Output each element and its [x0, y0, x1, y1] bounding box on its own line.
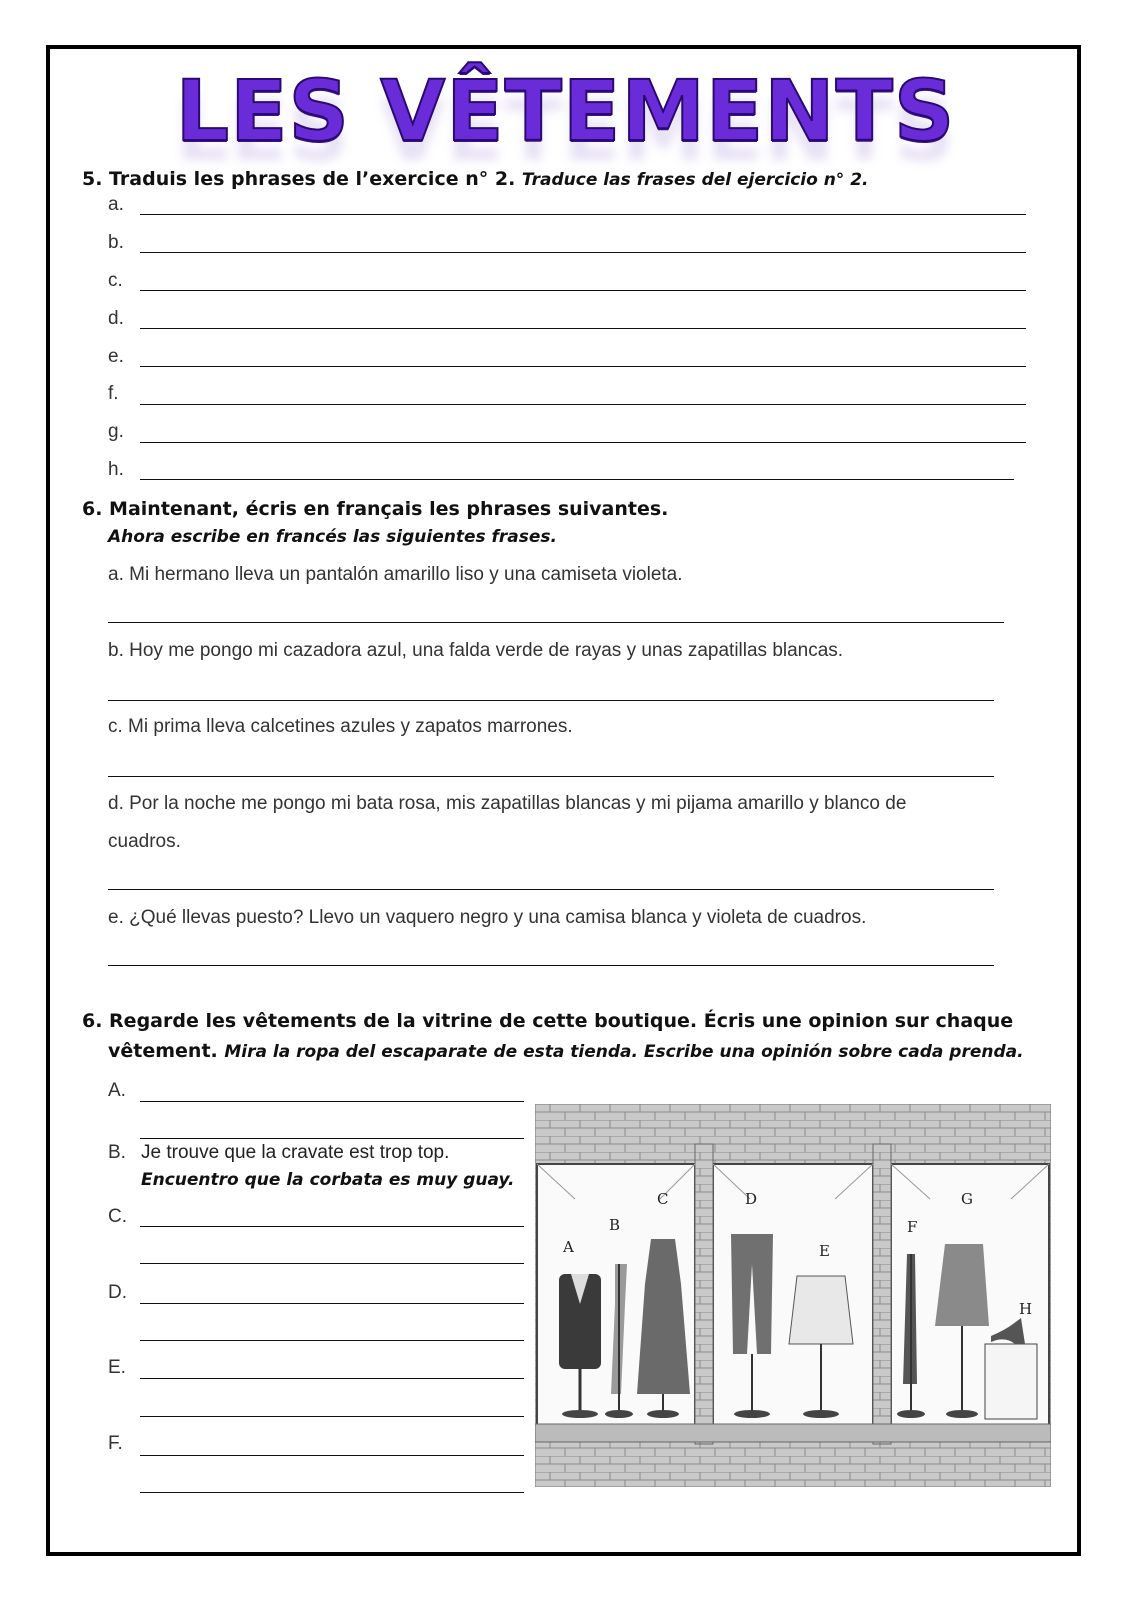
ex5-answer-line-f[interactable] [140, 404, 1026, 405]
ex6b-answer-line-f2[interactable] [140, 1492, 524, 1493]
ex6b-answer-line-c2[interactable] [140, 1263, 524, 1264]
shop-letter-f: F [907, 1218, 918, 1236]
ex6b-label-d: D. [108, 1282, 127, 1303]
ex5-answer-line-d[interactable] [140, 328, 1026, 329]
ex5-answer-line-h[interactable] [140, 479, 1014, 480]
ex6b-label-e: E. [108, 1357, 126, 1378]
exercise-6b-heading-fr: vêtement. [108, 1040, 218, 1062]
exercise-6b-heading-es: Mira la ropa del escaparate de esta tienda. Escribe una opinión sobre cada prenda. [224, 1042, 1024, 1062]
ex5-answer-line-g[interactable] [140, 442, 1026, 443]
ex5-answer-line-b[interactable] [140, 252, 1026, 253]
ex5-label-h: h. [108, 459, 124, 480]
ex6a-sentence-e: e. ¿Qué llevas puesto? Llevo un vaquero negro y una camisa blanca y violeta de cuadros. [108, 907, 867, 928]
ex6a-answer-line-e[interactable] [108, 965, 994, 966]
ex6b-answer-line-a2[interactable] [140, 1138, 524, 1139]
ex6b-answer-line-f1[interactable] [140, 1455, 524, 1456]
ex6b-answer-line-e2[interactable] [140, 1416, 524, 1417]
ex6a-sentence-a: a. Mi hermano lleva un pantalón amarillo liso y una camiseta violeta. [108, 564, 683, 585]
ex6b-answer-line-d2[interactable] [140, 1340, 524, 1341]
shop-letter-a: A [563, 1238, 574, 1256]
page-title: LES VÊTEMENTS [175, 62, 956, 160]
ex5-label-g: g. [108, 421, 124, 442]
ex5-answer-line-c[interactable] [140, 290, 1026, 291]
exercise-5-heading [82, 168, 869, 190]
ex5-label-f: f. [108, 383, 119, 404]
ex5-label-e: e. [108, 346, 124, 367]
ex6a-answer-line-d[interactable] [108, 889, 994, 890]
exercise-6a-heading-es: Ahora escribe en francés las siguientes frases. [108, 527, 557, 547]
exercise-5-heading-fr: 5. Traduis les phrases de l’exercice n° 2. [82, 168, 516, 190]
exercise-6b-heading-line1: 6. Regarde les vêtements de la vitrine de cette boutique. Écris une opinion sur chaque [82, 1010, 1014, 1032]
ex6b-label-b: B. [108, 1142, 126, 1163]
ex6a-sentence-b: b. Hoy me pongo mi cazadora azul, una falda verde de rayas y unas zapatillas blancas. [108, 640, 844, 661]
ex6b-label-c: C. [108, 1206, 127, 1227]
ex6b-answer-line-e1[interactable] [140, 1378, 524, 1379]
ex6a-sentence-c: c. Mi prima lleva calcetines azules y zapatos marrones. [108, 716, 573, 737]
ex6a-answer-line-a[interactable] [108, 622, 1004, 623]
ex6a-sentence-d: d. Por la noche me pongo mi bata rosa, mis zapatillas blancas y mi pijama amarillo y blanco de [108, 793, 907, 814]
ex6b-example-answer-es: Encuentro que la corbata es muy guay. [141, 1170, 515, 1190]
ex5-label-c: c. [108, 270, 123, 291]
ex6b-label-f: F. [108, 1433, 123, 1454]
ex5-answer-line-a[interactable] [140, 214, 1026, 215]
ex5-label-d: d. [108, 308, 124, 329]
ex5-label-a: a. [108, 194, 124, 215]
ex6b-answer-line-c1[interactable] [140, 1226, 524, 1227]
exercise-5-heading-es: Traduce las frases del ejercicio n° 2. [521, 170, 869, 190]
ex6b-answer-line-d1[interactable] [140, 1303, 524, 1304]
ex6a-answer-line-c[interactable] [108, 776, 994, 777]
shop-window-illustration [535, 1104, 1051, 1487]
ex6b-answer-line-a1[interactable] [140, 1101, 524, 1102]
shop-letter-e: E [819, 1242, 830, 1260]
shop-letter-d: D [745, 1190, 758, 1208]
ex5-answer-line-e[interactable] [140, 366, 1026, 367]
shop-letter-c: C [657, 1190, 669, 1208]
ex6a-answer-line-b[interactable] [108, 700, 994, 701]
shop-letter-h: H [1019, 1300, 1033, 1318]
ex5-label-b: b. [108, 232, 124, 253]
shop-letter-b: B [609, 1216, 621, 1234]
exercise-6b-heading-line2 [108, 1040, 1024, 1062]
shop-letter-g: G [961, 1190, 973, 1208]
ex6a-sentence-d-cont: cuadros. [108, 831, 181, 852]
ex6b-label-a: A. [108, 1080, 126, 1101]
exercise-6a-heading: 6. Maintenant, écris en français les phrases suivantes. [82, 498, 669, 520]
ex6b-example-answer-fr: Je trouve que la cravate est trop top. [141, 1142, 450, 1163]
